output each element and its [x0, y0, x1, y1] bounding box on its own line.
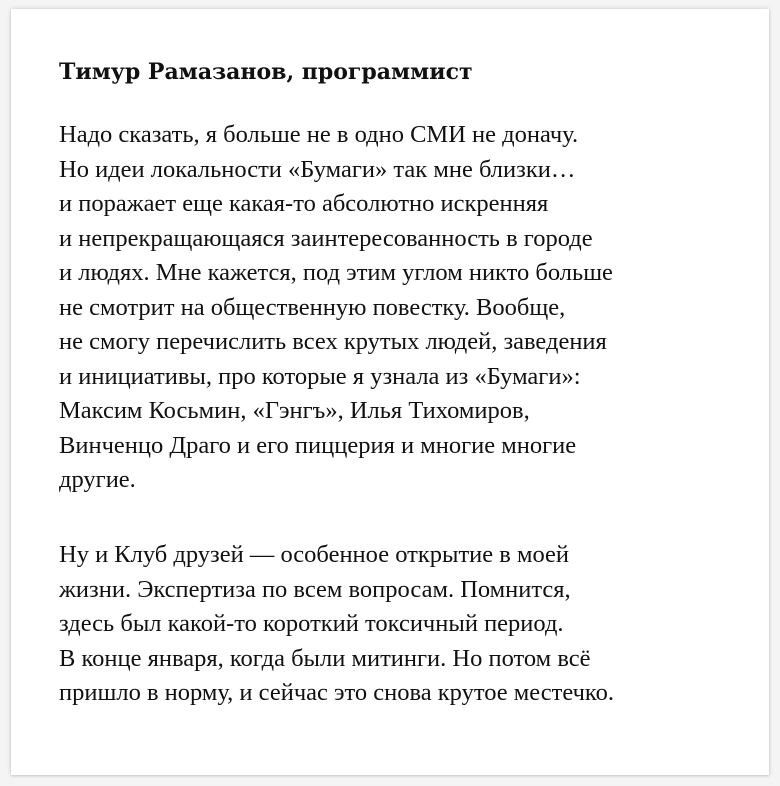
quote-card: [11, 9, 769, 775]
text-line: не смогу перечислить всех крутых людей, заведения: [59, 328, 607, 355]
text-line: жизни. Экспертиза по всем вопросам. Помнится,: [59, 575, 571, 603]
text-line: Надо сказать, я больше не в одно СМИ не доначу.: [59, 121, 579, 148]
text-line: В конце января, когда были митинги. Но потом всё: [59, 644, 591, 672]
text-line: и инициативы, про которые я узнала из «Бумаги»:: [59, 362, 581, 390]
author-title: Тимур Рамазанов, программист: [59, 59, 473, 85]
text-line: другие.: [59, 466, 136, 493]
text-line: и людях. Мне кажется, под этим углом никто больше: [59, 259, 613, 286]
text-line: не смотрит на общественную повестку. Вообще,: [59, 293, 566, 321]
text-line: и поражает еще какая-то абсолютно искренняя: [59, 190, 549, 217]
text-line: Но идеи локальности «Бумаги» так мне близки…: [59, 155, 576, 183]
text-line: пришло в норму, и сейчас это снова крутое местечко.: [59, 679, 614, 706]
text-line: здесь был какой-то короткий токсичный период.: [59, 610, 564, 637]
text-line: и непрекращающаяся заинтересованность в городе: [59, 224, 593, 252]
paragraph-1: [59, 118, 613, 498]
text-line: Максим Косьмин, «Гэнгъ», Илья Тихомиров,: [59, 397, 530, 424]
paragraph-2: [59, 538, 614, 711]
text-line: Винченцо Драго и его пиццерия и многие многие: [59, 431, 577, 459]
text-line: Ну и Клуб друзей — особенное открытие в моей: [59, 541, 570, 568]
